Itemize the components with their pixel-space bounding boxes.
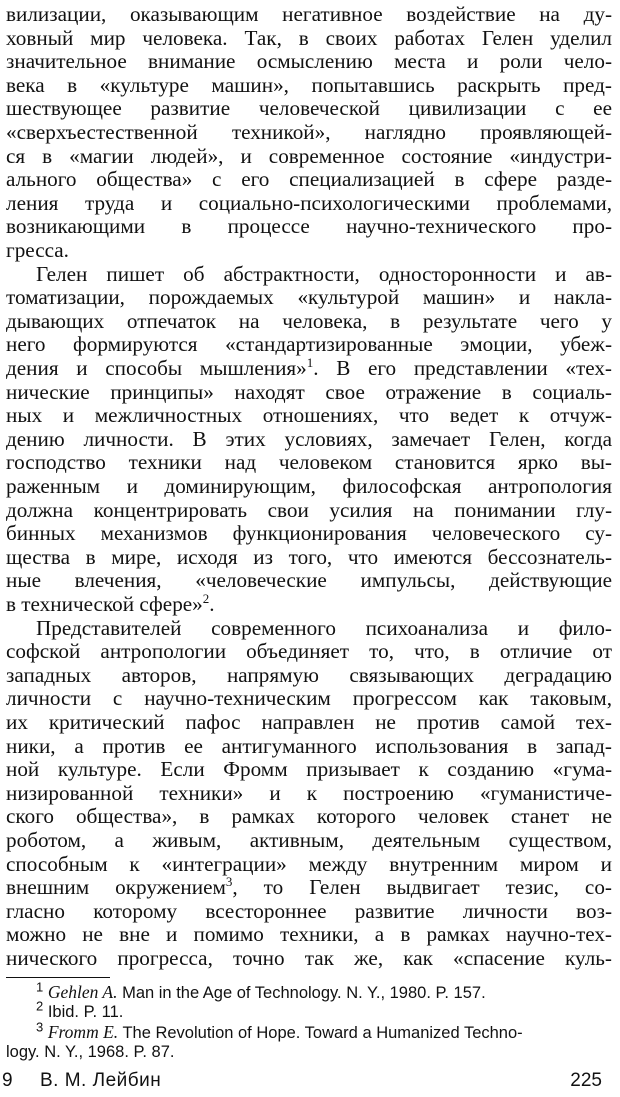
text-line: возникающими в процессе научно-технического про- [6, 214, 612, 239]
text-segment: дения и способы мышления» [6, 356, 307, 380]
text-line: ского общества», в рамках которого человек станет не [6, 804, 612, 829]
footnote-text: logy. N. Y., 1968. P. 87. [6, 1042, 175, 1061]
text-line: способным к «интеграции» между внутренним миром и [6, 851, 612, 876]
paragraph-end-line [6, 590, 612, 617]
text-line: шествующее развитие человеческой цивилизации с ее [6, 96, 612, 121]
text-segment: . В его представлении «тех- [313, 356, 612, 380]
text-line: софской антропологии объединяет то, что, в отличие от [6, 639, 612, 664]
footnote-author: Fromm E. [47, 1021, 119, 1042]
text-line: него формируются «стандартизированные эмоции, убеж- [6, 332, 612, 357]
footnote-text: The Revolution of Hope. Toward a Humanized Techno- [118, 1023, 523, 1042]
text-line: можно не вне и помимо техники, а в рамках научно-тех- [6, 922, 612, 947]
page-footer [0, 1068, 620, 1094]
text-line: низированной техники» и к построению «гуманистиче- [6, 780, 612, 805]
text-line: западных авторов, напрямую связывающих деградацию [6, 662, 612, 687]
text-segment: в технической сфере» [6, 592, 203, 616]
text-line-with-note [6, 876, 612, 900]
text-line: значительное внимание осмыслению места и роли чело- [6, 49, 612, 74]
text-line: ных и межличностных отношениях, что ведет к отчуж- [6, 403, 612, 428]
footnote-ref[interactable]: 1 [306, 354, 314, 370]
text-line: должна концентрировать свои усилия на понимании глу- [6, 497, 612, 522]
text-line: ховный мир человека. Так, в своих работах Гелен уделил [6, 25, 612, 50]
footnote-number: 3 [36, 1019, 44, 1035]
text-line: ники, а против ее антигуманного использования в запад- [6, 733, 612, 758]
text-line: нические принципы» находят свое отражение в социаль- [6, 379, 612, 404]
text-line: вилизации, оказывающим негативное воздействие на ду- [6, 2, 612, 26]
footnote-ref[interactable]: 2 [202, 590, 210, 606]
text-line: ся в «магии людей», и современное состояние «индустри- [6, 143, 612, 168]
text-segment: , то Гелен выдвигает тезис, со- [232, 875, 612, 900]
footnote [6, 1042, 612, 1063]
footnote-text: Man in the Age of Technology. N. Y., 1980. P. 157. [117, 983, 486, 1002]
footnote-text: Ibid. P. 11. [47, 1002, 124, 1021]
text-line: дывающих отпечаток на человека, в результате чего у [6, 308, 612, 333]
printer-signature: 9 [2, 1070, 13, 1091]
text-line: нического прогресса, точно так же, как «спасение куль- [6, 946, 612, 970]
footnote [36, 979, 612, 1003]
footnote-ref[interactable]: 3 [225, 874, 233, 890]
paragraph-start-line: Представителей современного психоанализа и фило- [36, 615, 612, 640]
paragraph-start-line: Гелен пишет об абстрактности, односторонности и ав- [36, 261, 612, 286]
text-line: бинных механизмов функционирования человеческого су- [6, 521, 612, 546]
paragraph-end-line: гресса. [6, 238, 69, 262]
text-line: ального общества» с его специализацией в сфере разде- [6, 167, 612, 192]
text-line: раженным и доминирующим, философская антропология [6, 474, 612, 498]
footnote [36, 1019, 612, 1043]
text-line: щества в мире, исходя из того, что имеются бессознатель- [6, 544, 612, 569]
text-line: «сверхъестественной техникой», наглядно проявляющей- [6, 120, 612, 144]
text-line: ления труда и социально-психологическими проблемами, [6, 190, 612, 215]
page-number: 225 [570, 1070, 602, 1091]
text-line: гласно которому всестороннее развитие личности воз- [6, 898, 612, 923]
footnote-divider [6, 977, 110, 978]
text-line: личности с научно-техническим прогрессом как таковым, [6, 686, 612, 711]
footnote-number: 2 [36, 998, 44, 1014]
text-line: века в «культуре машин», попытавшись раскрыть пред- [6, 72, 612, 97]
running-footer-author: В. М. Лейбин [40, 1070, 162, 1091]
footnote-author: Gehlen A. [47, 981, 118, 1002]
text-segment: . [209, 592, 215, 616]
text-segment: внешним окружением [6, 875, 226, 900]
text-line: ной культуре. Если Фромм призывает к созданию «гума- [6, 757, 612, 782]
footnote-number: 1 [36, 979, 44, 995]
text-line: роботом, а живым, активным, деятельным существом, [6, 828, 612, 852]
text-line: дению личности. В этих условиях, замечает Гелен, когда [6, 426, 612, 451]
text-line: томатизации, порождаемых «культурой машин» и накла- [6, 285, 612, 310]
text-line: их критический пафос направлен не против самой тех- [6, 710, 612, 734]
footnote [36, 998, 612, 1023]
text-line: ные влечения, «человеческие импульсы, действующие [6, 568, 612, 593]
text-line-with-note [6, 354, 612, 381]
text-line: господство техники над человеком становится ярко вы- [6, 450, 612, 475]
